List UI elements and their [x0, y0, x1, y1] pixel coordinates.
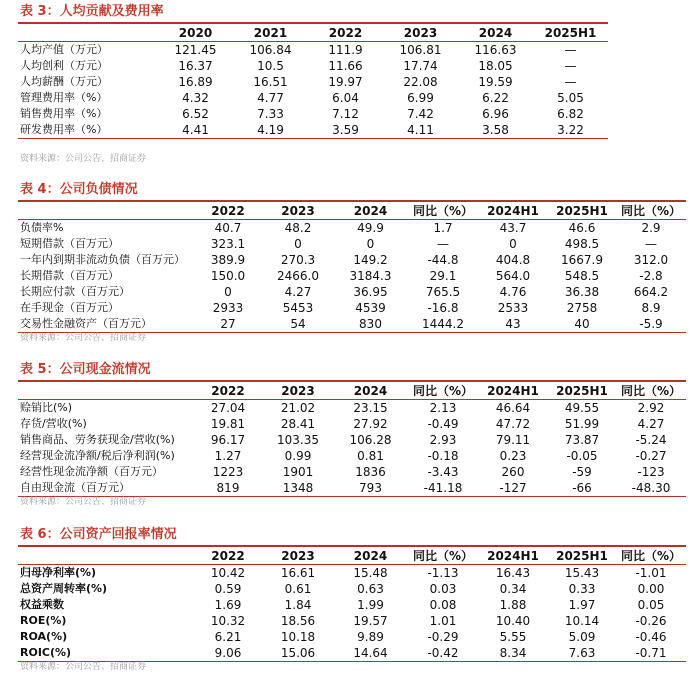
- table-cell: -123: [637, 465, 665, 479]
- table-5-title: 表 5：公司现金流情况: [20, 362, 151, 377]
- table-4-source: 资料来源：公司公告、招商证券: [20, 333, 147, 343]
- table-cell: 18.56: [280, 614, 316, 628]
- table-cell: 29.1: [429, 269, 457, 283]
- table-cell: 4.27: [637, 417, 665, 431]
- table-cell: 4.32: [182, 91, 209, 105]
- table-cell: 0.81: [357, 449, 384, 463]
- table-cell: -48.30: [616, 480, 686, 497]
- table-cell: 0.03: [429, 582, 457, 596]
- table-cell: 16.89: [178, 75, 213, 89]
- column-header: 2024: [333, 381, 408, 400]
- row-label: 长期借款（百万元）: [20, 269, 119, 282]
- table-cell: 9.89: [357, 630, 384, 644]
- table-cell: 323.1: [210, 237, 246, 251]
- table-cell: 3.58: [458, 122, 533, 139]
- column-header: 同比（%）: [616, 201, 686, 220]
- table-cell: 1901: [282, 465, 314, 479]
- table-cell: 819: [193, 480, 263, 497]
- table-cell: 46.64: [495, 401, 531, 415]
- table-cell: 19.59: [478, 75, 513, 89]
- column-header: [18, 201, 193, 220]
- table-cell: -3.43: [427, 465, 459, 479]
- table-cell: 10.18: [280, 630, 316, 644]
- table-cell: 1.97: [568, 598, 596, 612]
- column-header: 2023: [263, 546, 333, 565]
- table-cell: 404.8: [495, 253, 531, 267]
- row-label: 人均产值（万元）: [20, 43, 108, 56]
- table-cell: 0.59: [214, 582, 242, 596]
- table-cell: -41.18: [408, 480, 478, 497]
- table-cell: 312.0: [633, 253, 669, 267]
- table-3-source: 资料来源：公司公告、招商证券: [20, 154, 147, 164]
- table-cell: 10.14: [564, 614, 600, 628]
- table-cell: 7.42: [407, 107, 434, 121]
- table-cell: 6.52: [182, 107, 209, 121]
- table-row: [18, 90, 608, 106]
- table-cell: 0: [366, 237, 375, 251]
- table-cell: 48.2: [284, 221, 312, 235]
- column-header: 2020: [158, 23, 233, 42]
- table-row: [18, 268, 686, 284]
- table-cell: 15.48: [353, 566, 388, 580]
- table-6-section: [0, 525, 700, 545]
- table-cell: 2.93: [429, 433, 457, 447]
- table-cell: 106.84: [249, 43, 292, 57]
- table-cell: 1.7: [433, 221, 453, 235]
- table-row: [18, 400, 686, 417]
- table-cell: 0: [224, 285, 232, 299]
- table-row: [18, 122, 608, 139]
- table-cell: 260: [501, 465, 525, 479]
- table-row: [18, 464, 686, 480]
- table-cell: 1.84: [284, 598, 312, 612]
- table-cell: 4.27: [284, 285, 312, 299]
- table-cell: 0.61: [284, 582, 312, 596]
- table-4-section: [0, 180, 700, 200]
- table-cell: 6.21: [214, 630, 242, 644]
- table-3-section: [0, 2, 700, 22]
- table-cell: 4.11: [383, 122, 458, 139]
- header-row: [18, 381, 686, 400]
- table-cell: 270.3: [280, 253, 316, 267]
- table-cell: -5.9: [616, 316, 686, 333]
- table-cell: 54: [263, 316, 333, 333]
- table-cell: 1667.9: [561, 253, 603, 267]
- table-cell: 19.97: [328, 75, 363, 89]
- table-cell: 765.5: [425, 285, 461, 299]
- table-cell: 10.5: [257, 59, 284, 73]
- column-header: 2023: [263, 381, 333, 400]
- table-cell: 28.41: [280, 417, 316, 431]
- table-cell: 17.74: [403, 59, 438, 73]
- table-cell: 27: [193, 316, 263, 333]
- table-6: [18, 545, 686, 662]
- table-cell: -66: [548, 480, 616, 497]
- table-cell: 0: [509, 237, 517, 251]
- table-cell: 498.5: [564, 237, 600, 251]
- table-cell: 21.02: [280, 401, 316, 415]
- table-cell: 8.34: [478, 645, 548, 662]
- table-cell: 40: [548, 316, 616, 333]
- table-4: [18, 200, 686, 333]
- column-header: 同比（%）: [408, 201, 478, 220]
- column-header: 2023: [383, 23, 458, 42]
- table-row: [18, 432, 686, 448]
- table-cell: 106.28: [349, 433, 392, 447]
- table-cell: -0.18: [427, 449, 459, 463]
- row-label: ROA(%): [20, 630, 68, 643]
- row-label: 总资产周转率(%): [20, 582, 108, 595]
- column-header: 2022: [193, 381, 263, 400]
- column-header: 2025H1: [533, 23, 608, 42]
- table-row: [18, 252, 686, 268]
- table-cell: -1.13: [427, 566, 459, 580]
- table-cell: 40.7: [214, 221, 242, 235]
- table-row: [18, 629, 686, 645]
- column-header: [18, 381, 193, 400]
- table-cell: 548.5: [564, 269, 600, 283]
- row-label: 人均创利（万元）: [20, 59, 108, 72]
- table-cell: 15.06: [263, 645, 333, 662]
- table-cell: 47.72: [495, 417, 531, 431]
- table-cell: 1.27: [214, 449, 242, 463]
- table-cell: 2466.0: [277, 269, 319, 283]
- table-cell: 16.37: [178, 59, 213, 73]
- table-cell: 49.9: [357, 221, 384, 235]
- row-label: ROE(%): [20, 614, 67, 627]
- table-6-source: 资料来源：公司公告、招商证券: [20, 662, 147, 672]
- row-label: 归母净利率(%): [20, 566, 97, 579]
- row-label: 在手现金（百万元）: [20, 301, 119, 314]
- table-5-source: 资料来源：公司公告、招商证券: [20, 497, 147, 507]
- table-cell: —: [564, 59, 577, 73]
- row-label: 一年内到期非流动负债（百万元）: [20, 253, 185, 266]
- table-cell: 6.99: [407, 91, 434, 105]
- table-cell: 5453: [282, 301, 314, 315]
- row-label: 经营现金流净额/税后净利润(%): [20, 449, 175, 462]
- table-cell: 0.00: [637, 582, 665, 596]
- table-row: [18, 597, 686, 613]
- column-header: 同比（%）: [616, 381, 686, 400]
- table-cell: 16.51: [253, 75, 288, 89]
- table-cell: 121.45: [174, 43, 217, 57]
- row-label: 研发费用率（%）: [18, 122, 158, 139]
- table-cell: 4.41: [158, 122, 233, 139]
- row-label: ROIC(%): [18, 645, 193, 662]
- table-cell: -0.42: [408, 645, 478, 662]
- table-cell: 0.34: [499, 582, 527, 596]
- column-header: 同比（%）: [408, 381, 478, 400]
- table-5: [18, 380, 686, 497]
- table-cell: 6.82: [557, 107, 584, 121]
- table-cell: 27.92: [353, 417, 388, 431]
- table-cell: 19.57: [353, 614, 388, 628]
- table-cell: -0.05: [566, 449, 598, 463]
- table-cell: 2.92: [637, 401, 665, 415]
- table-row: [18, 613, 686, 629]
- table-row: [18, 581, 686, 597]
- table-row: [18, 74, 608, 90]
- table-cell: 0.63: [357, 582, 384, 596]
- table-cell: 11.66: [328, 59, 363, 73]
- column-header: 同比（%）: [616, 546, 686, 565]
- table-cell: 5.09: [568, 630, 596, 644]
- table-row: [18, 58, 608, 74]
- table-cell: 22.08: [403, 75, 438, 89]
- table-cell: 1.69: [214, 598, 242, 612]
- table-cell: 116.63: [474, 43, 517, 57]
- column-header: 2025H1: [548, 201, 616, 220]
- row-label: 自由现金流（百万元）: [18, 480, 193, 497]
- table-cell: 7.33: [257, 107, 284, 121]
- row-label: 销售费用率（%）: [20, 107, 108, 120]
- column-header: 2024: [458, 23, 533, 42]
- table-cell: 46.6: [568, 221, 596, 235]
- table-cell: 79.11: [495, 433, 531, 447]
- column-header: [18, 546, 193, 565]
- table-cell: -16.8: [427, 301, 459, 315]
- table-cell: -127: [478, 480, 548, 497]
- table-cell: 2758: [566, 301, 598, 315]
- table-cell: 4.76: [499, 285, 527, 299]
- table-cell: 664.2: [633, 285, 669, 299]
- row-label: 存货/营收(%): [20, 417, 87, 430]
- table-cell: 0.23: [499, 449, 527, 463]
- table-cell: -59: [572, 465, 592, 479]
- column-header: [18, 23, 158, 42]
- table-cell: —: [437, 237, 449, 251]
- table-cell: —: [564, 43, 577, 57]
- table-cell: 96.17: [210, 433, 246, 447]
- table-cell: 6.22: [482, 91, 509, 105]
- table-cell: 106.81: [399, 43, 442, 57]
- table-row: [18, 220, 686, 237]
- row-label: 赊销比(%): [20, 401, 73, 414]
- table-4-title: 表 4：公司负债情况: [20, 182, 138, 197]
- table-cell: 1223: [212, 465, 244, 479]
- table-cell: 0.08: [429, 598, 457, 612]
- table-cell: 8.9: [641, 301, 661, 315]
- table-cell: 19.81: [210, 417, 246, 431]
- table-3: [18, 22, 608, 139]
- table-cell: 6.04: [332, 91, 359, 105]
- table-row: [18, 284, 686, 300]
- table-cell: 27.04: [210, 401, 246, 415]
- table-cell: 150.0: [210, 269, 246, 283]
- table-cell: 1836: [355, 465, 386, 479]
- table-cell: 6.96: [482, 107, 509, 121]
- table-cell: 15.43: [564, 566, 600, 580]
- table-cell: 10.40: [495, 614, 531, 628]
- table-cell: 2.9: [641, 221, 661, 235]
- table-cell: -1.01: [635, 566, 667, 580]
- table-row: [18, 565, 686, 582]
- table-cell: 2.13: [429, 401, 457, 415]
- table-cell: 16.43: [495, 566, 531, 580]
- table-cell: 830: [333, 316, 408, 333]
- table-cell: 0.05: [637, 598, 665, 612]
- table-cell: 1444.2: [408, 316, 478, 333]
- table-row: [18, 448, 686, 464]
- table-cell: 564.0: [495, 269, 531, 283]
- header-row: [18, 23, 608, 42]
- table-cell: 51.99: [564, 417, 600, 431]
- column-header: 2024: [333, 546, 408, 565]
- table-6-title: 表 6：公司资产回报率情况: [20, 527, 177, 542]
- table-cell: 1348: [263, 480, 333, 497]
- column-header: 2023: [263, 201, 333, 220]
- table-cell: 111.9: [328, 43, 363, 57]
- table-cell: 0.33: [568, 582, 596, 596]
- table-row: [18, 42, 608, 59]
- table-cell: 10.42: [210, 566, 246, 580]
- table-cell: 2933: [212, 301, 244, 315]
- column-header: 2022: [193, 201, 263, 220]
- table-cell: 1.99: [357, 598, 384, 612]
- table-cell: 23.15: [353, 401, 388, 415]
- row-label: 经营性现金流净额（百万元）: [20, 465, 163, 478]
- table-cell: 3.22: [533, 122, 608, 139]
- table-cell: 5.55: [499, 630, 527, 644]
- row-label: 长期应付款（百万元）: [20, 285, 130, 298]
- table-cell: 2533: [497, 301, 529, 315]
- table-cell: -0.26: [635, 614, 667, 628]
- column-header: 2024: [333, 201, 408, 220]
- table-cell: 4.19: [233, 122, 308, 139]
- column-header: 2022: [308, 23, 383, 42]
- table-cell: -0.71: [616, 645, 686, 662]
- table-cell: -0.46: [635, 630, 667, 644]
- column-header: 同比（%）: [408, 546, 478, 565]
- table-cell: 14.64: [333, 645, 408, 662]
- header-row: [18, 546, 686, 565]
- table-cell: 43: [478, 316, 548, 333]
- table-cell: -0.27: [635, 449, 667, 463]
- table-row: [18, 236, 686, 252]
- table-cell: 0: [294, 237, 302, 251]
- table-cell: 389.9: [210, 253, 246, 267]
- column-header: 2024H1: [478, 381, 548, 400]
- row-label: 销售商品、劳务获现金/营收(%): [20, 433, 175, 446]
- table-cell: 103.35: [277, 433, 319, 447]
- column-header: 2022: [193, 546, 263, 565]
- table-cell: 9.06: [193, 645, 263, 662]
- row-label: 权益乘数: [20, 598, 64, 611]
- row-label: 人均薪酬（万元）: [20, 75, 108, 88]
- column-header: 2021: [233, 23, 308, 42]
- table-cell: 7.12: [332, 107, 359, 121]
- table-cell: 18.05: [478, 59, 513, 73]
- column-header: 2025H1: [548, 381, 616, 400]
- row-label: 短期借款（百万元）: [20, 237, 119, 250]
- column-header: 2024H1: [478, 546, 548, 565]
- table-cell: 3184.3: [349, 269, 392, 283]
- table-cell: 7.63: [548, 645, 616, 662]
- table-cell: 36.95: [353, 285, 388, 299]
- table-cell: 1.88: [499, 598, 527, 612]
- table-cell: 793: [333, 480, 408, 497]
- table-cell: 73.87: [564, 433, 600, 447]
- table-cell: —: [645, 237, 657, 251]
- table-cell: 149.2: [353, 253, 388, 267]
- table-3-title: 表 3：人均贡献及费用率: [20, 4, 164, 19]
- table-cell: 1.01: [429, 614, 457, 628]
- table-cell: -0.49: [427, 417, 459, 431]
- table-cell: 10.32: [210, 614, 246, 628]
- table-row: [18, 416, 686, 432]
- row-label: 交易性金融资产（百万元）: [18, 316, 193, 333]
- table-5-section: [0, 360, 700, 380]
- table-cell: 4.77: [257, 91, 284, 105]
- table-cell: 0.99: [284, 449, 312, 463]
- table-cell: 4539: [355, 301, 386, 315]
- row-label: 管理费用率（%）: [20, 91, 108, 104]
- table-cell: -44.8: [427, 253, 459, 267]
- table-cell: 5.05: [557, 91, 584, 105]
- table-cell: -0.29: [427, 630, 459, 644]
- table-cell: 16.61: [280, 566, 316, 580]
- table-cell: -5.24: [635, 433, 667, 447]
- column-header: 2025H1: [548, 546, 616, 565]
- table-cell: 49.55: [564, 401, 600, 415]
- table-row: [18, 106, 608, 122]
- table-row: [18, 300, 686, 316]
- row-label: 负债率%: [20, 221, 64, 234]
- column-header: 2024H1: [478, 201, 548, 220]
- table-cell: 36.38: [564, 285, 600, 299]
- header-row: [18, 201, 686, 220]
- table-cell: —: [564, 75, 577, 89]
- table-cell: 3.59: [308, 122, 383, 139]
- table-cell: -2.8: [639, 269, 663, 283]
- table-cell: 43.7: [499, 221, 527, 235]
